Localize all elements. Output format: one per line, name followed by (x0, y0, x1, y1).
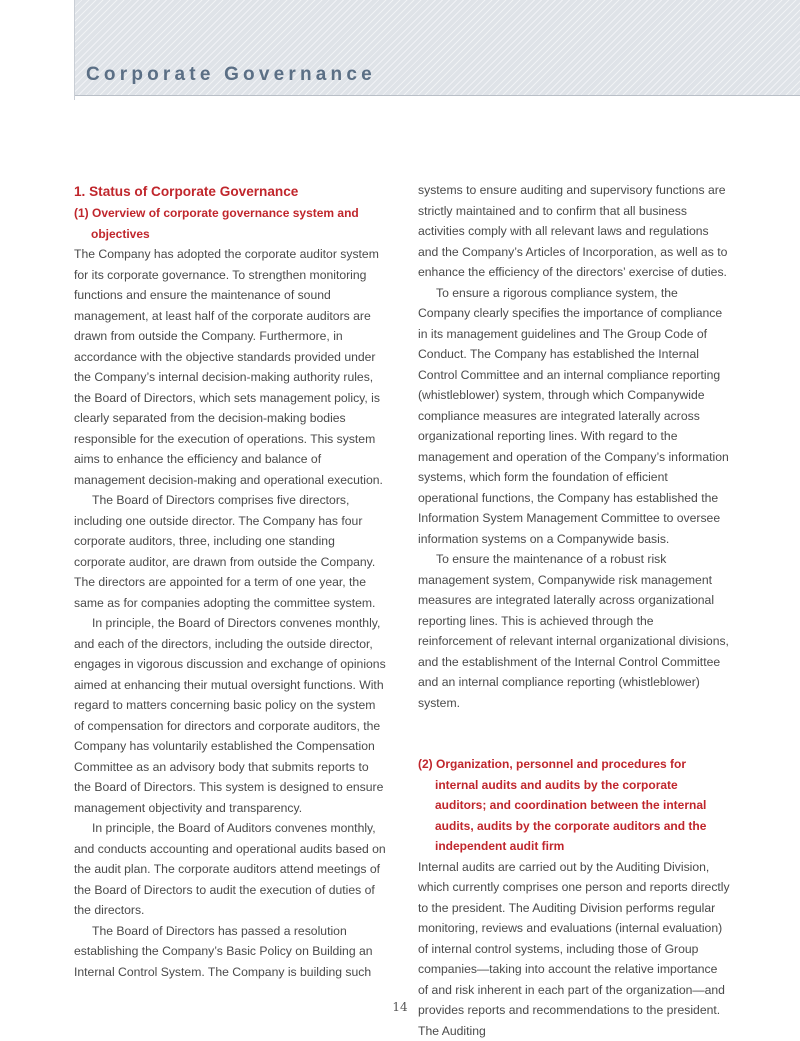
paragraph: The Board of Directors has passed a resolution establishing the Company’s Basic Policy on Building an Internal Control System. The Company is building such (74, 923, 373, 979)
header-divider (74, 0, 75, 100)
page-title: Corporate Governance (86, 64, 376, 85)
subsection-heading-2: (2) Organization, personnel and procedures for internal audits and audits by the corporate auditors; and coordination between the internal audits, audits by the corporate auditors and the independent audit firm (418, 757, 707, 853)
subsection-heading-1: (1) Overview of corporate governance system and objectives (74, 206, 359, 241)
paragraph: The Company has adopted the corporate auditor system for its corporate governance. To strengthen monitoring functions and ensure the maintenance of sound management, at least half of the corporate auditors are drawn from outside the Company. Furthermore, in accordance with the objective standards provided under the Company’s internal decision-making authority rules, the Board of Directors, which sets management policy, is clearly separated from the decision-making bodies responsible for the execution of operations. This system aims to enhance the efficiency and balance of management decision-making and operational execution. (74, 247, 383, 487)
section-heading: 1. Status of Corporate Governance (74, 184, 299, 199)
page-number: 14 (392, 1000, 408, 1014)
paragraph: To ensure the maintenance of a robust risk management system, Companywide risk management measures are integrated laterally across organizational reporting lines. This is achieved through the reinforcement of relevant internal organizational divisions, and the establishment of the Internal Control Committee and an internal compliance reporting (whistleblower) system. (418, 552, 729, 710)
paragraph: Internal audits are carried out by the Auditing Division, which currently comprises one person and reports directly to the president. The Auditing Division performs regular monitoring, reviews and evaluations (internal evaluation) of internal control systems, including those of Group companies—taking into account the relative importance of and risk inherent in each part of the organization—and provides reports and recommendations to the president. The Auditing (418, 859, 730, 1038)
right-column (418, 180, 730, 1041)
left-column (74, 180, 386, 982)
paragraph: The Board of Directors comprises five directors, including one outside director. The Company has four corporate auditors, three, including one standing corporate auditor, are drawn from outside the Company. The directors are appointed for a term of one year, the same as for companies adopting the committee system. (74, 493, 376, 610)
paragraph: To ensure a rigorous compliance system, the Company clearly specifies the importance of compliance in its management guidelines and The Group Code of Conduct. The Company has established the Internal Control Committee and an internal compliance reporting (whistleblower) system, through which Companywide compliance measures are integrated laterally across organizational reporting lines. With regard to the management and operation of the Company’s information systems, which form the foundation of efficient operational functions, the Company has established the Information System Management Committee to oversee information systems on a Companywide basis. (418, 285, 729, 546)
paragraph: In principle, the Board of Auditors convenes monthly, and conducts accounting and operational audits based on the audit plan. The corporate auditors attend meetings of the Board of Directors to audit the execution of duties of the directors. (74, 821, 386, 917)
paragraph: In principle, the Board of Directors convenes monthly, and each of the directors, including the outside director, engages in vigorous discussion and exchange of opinions aimed at enhancing their mutual oversight functions. With regard to matters concerning basic policy on the system of compensation for directors and corporate auditors, the Company has voluntarily established the Compensation Committee as an advisory body that submits reports to the Board of Directors. This system is designed to ensure management objectivity and transparency. (74, 616, 386, 815)
paragraph: systems to ensure auditing and supervisory functions are strictly maintained and to confirm that all business activities comply with all relevant laws and regulations and the Company’s Articles of Incorporation, as well as to enhance the efficiency of the directors’ exercise of duties. (418, 183, 728, 279)
